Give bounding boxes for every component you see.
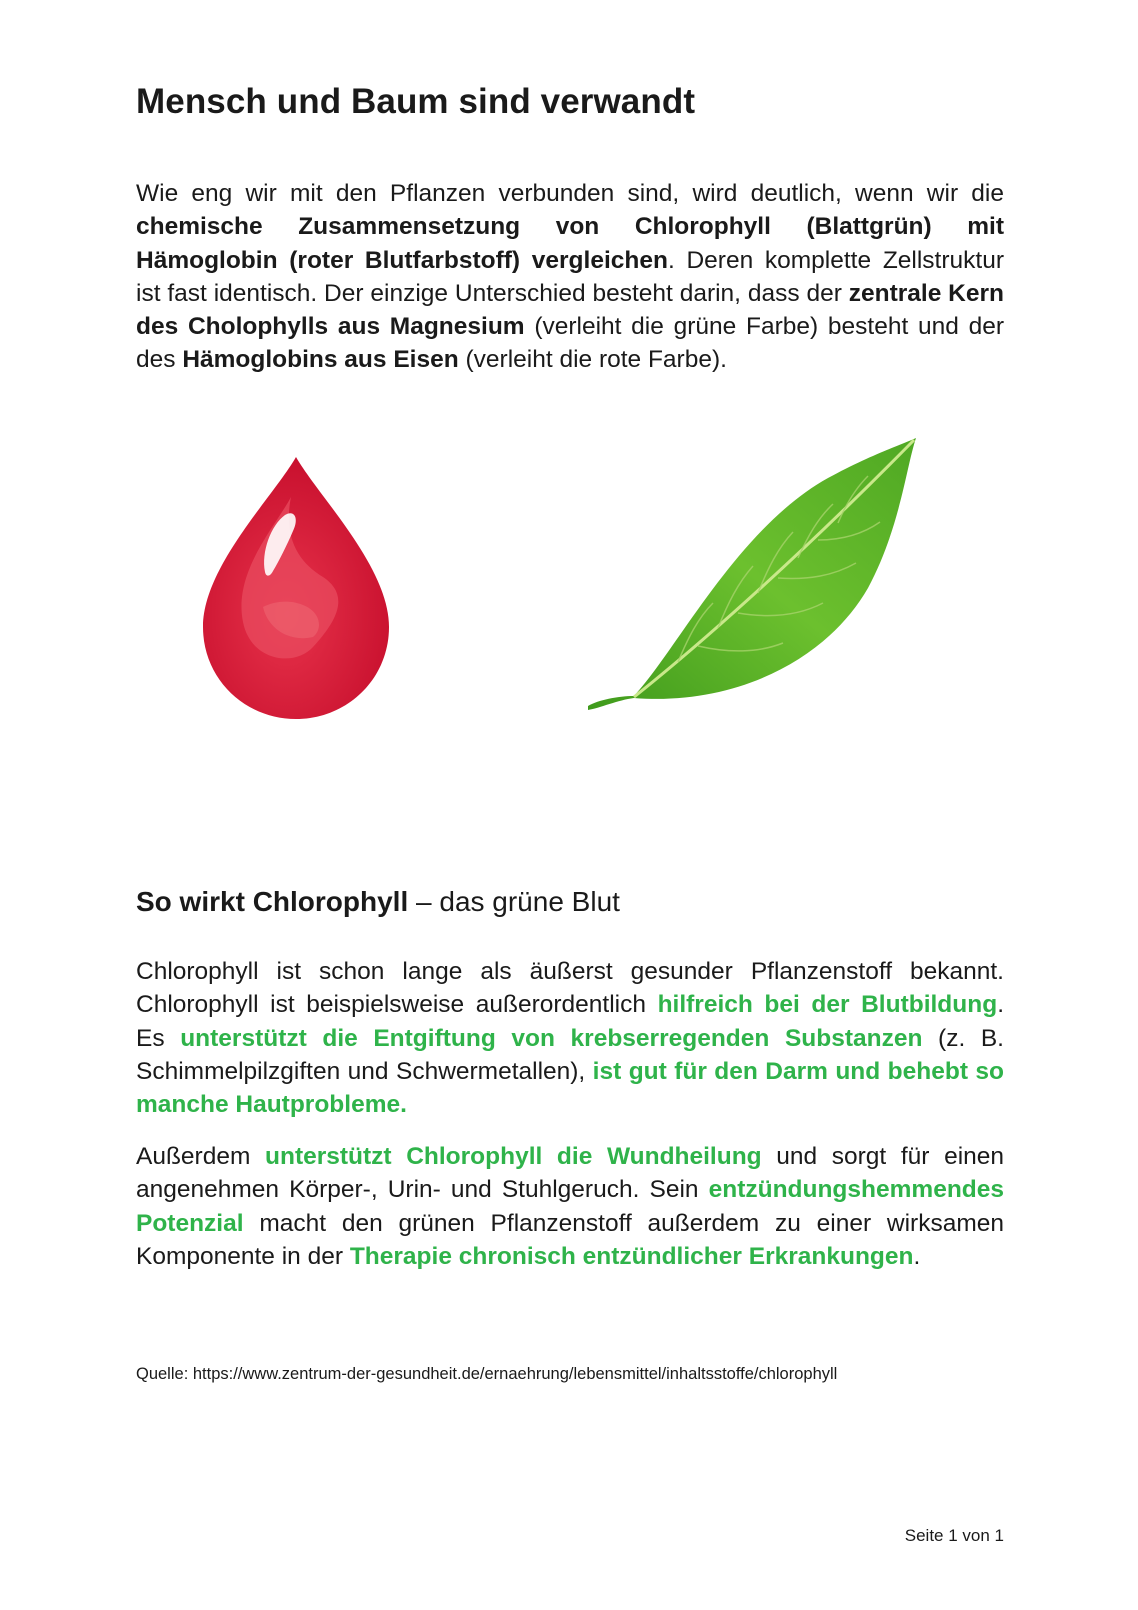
green-leaf-icon	[588, 438, 918, 724]
section-heading-rest: – das grüne Blut	[408, 886, 620, 917]
page-number: Seite 1 von 1	[904, 1526, 1004, 1545]
intro-bold-1: chemische Zusammensetzung von Chlorophyll (Blattgrün) mit Hämoglobin (roter Blutfarbstoff) vergleichen	[136, 213, 1004, 274]
p2-highlight-3: Therapie chronisch entzündlicher Erkrankungen	[349, 1242, 914, 1270]
page-title: Mensch und Baum sind verwandt	[136, 82, 696, 121]
p1-text-2: . Es	[136, 991, 1004, 1052]
p1-highlight-2: unterstützt die Entgiftung von krebserregenden Substanzen	[180, 1024, 923, 1052]
intro-paragraph	[136, 177, 1004, 377]
p1-text-1: Chlorophyll ist schon lange als äußerst gesunder Pflanzenstoff bekannt. Chlorophyll ist beispielsweise außerordentlich	[136, 958, 1004, 1019]
p2-highlight-1: unterstützt Chlorophyll die Wundheilung	[265, 1143, 762, 1170]
intro-text-1: Wie eng wir mit den Pflanzen verbunden sind, wird deutlich, wenn wir die	[136, 180, 1004, 207]
p2-text-1: Außerdem	[136, 1143, 266, 1170]
intro-bold-3: Hämoglobins aus Eisen	[182, 346, 459, 374]
p2-text-2: und sorgt für einen angenehmen Körper-, Urin- und Stuhlgeruch. Sein	[136, 1143, 1005, 1204]
intro-bold-2: zentrale Kern des Cholophylls aus Magnesium	[136, 279, 1005, 341]
p2-text-4: .	[913, 1242, 921, 1270]
p1-text-3: (z. B. Schimmelpilzgiften und Schwermetallen),	[136, 1024, 1004, 1085]
p1-highlight-3: ist gut für den Darm und behebt so manche Hautprobleme.	[136, 1057, 1004, 1119]
intro-text-2: . Deren komplette Zellstruktur ist fast identisch. Der einzige Unterschied besteht darin, dass der	[136, 246, 1004, 307]
section-heading	[136, 886, 620, 918]
source-citation: Quelle: https://www.zentrum-der-gesundheit.de/ernaehrung/lebensmittel/inhaltsstoffe/chlorophyll	[136, 1365, 838, 1383]
section-heading-bold: So wirkt Chlorophyll	[136, 886, 409, 917]
intro-text-4: (verleiht die rote Farbe).	[458, 346, 727, 374]
effects-paragraph-1	[136, 955, 1004, 1121]
p1-highlight-1: hilfreich bei der Blutbildung	[657, 991, 998, 1019]
intro-text-3: (verleiht die grüne Farbe) besteht und der des	[136, 313, 1004, 374]
p2-highlight-2: entzündungshemmendes Potenzial	[136, 1176, 1004, 1237]
blood-drop-icon	[203, 457, 389, 719]
effects-paragraph-2	[136, 1140, 1004, 1273]
p2-text-3: macht den grünen Pflanzenstoff außerdem zu einer wirksamen Komponente in der	[136, 1209, 1004, 1270]
